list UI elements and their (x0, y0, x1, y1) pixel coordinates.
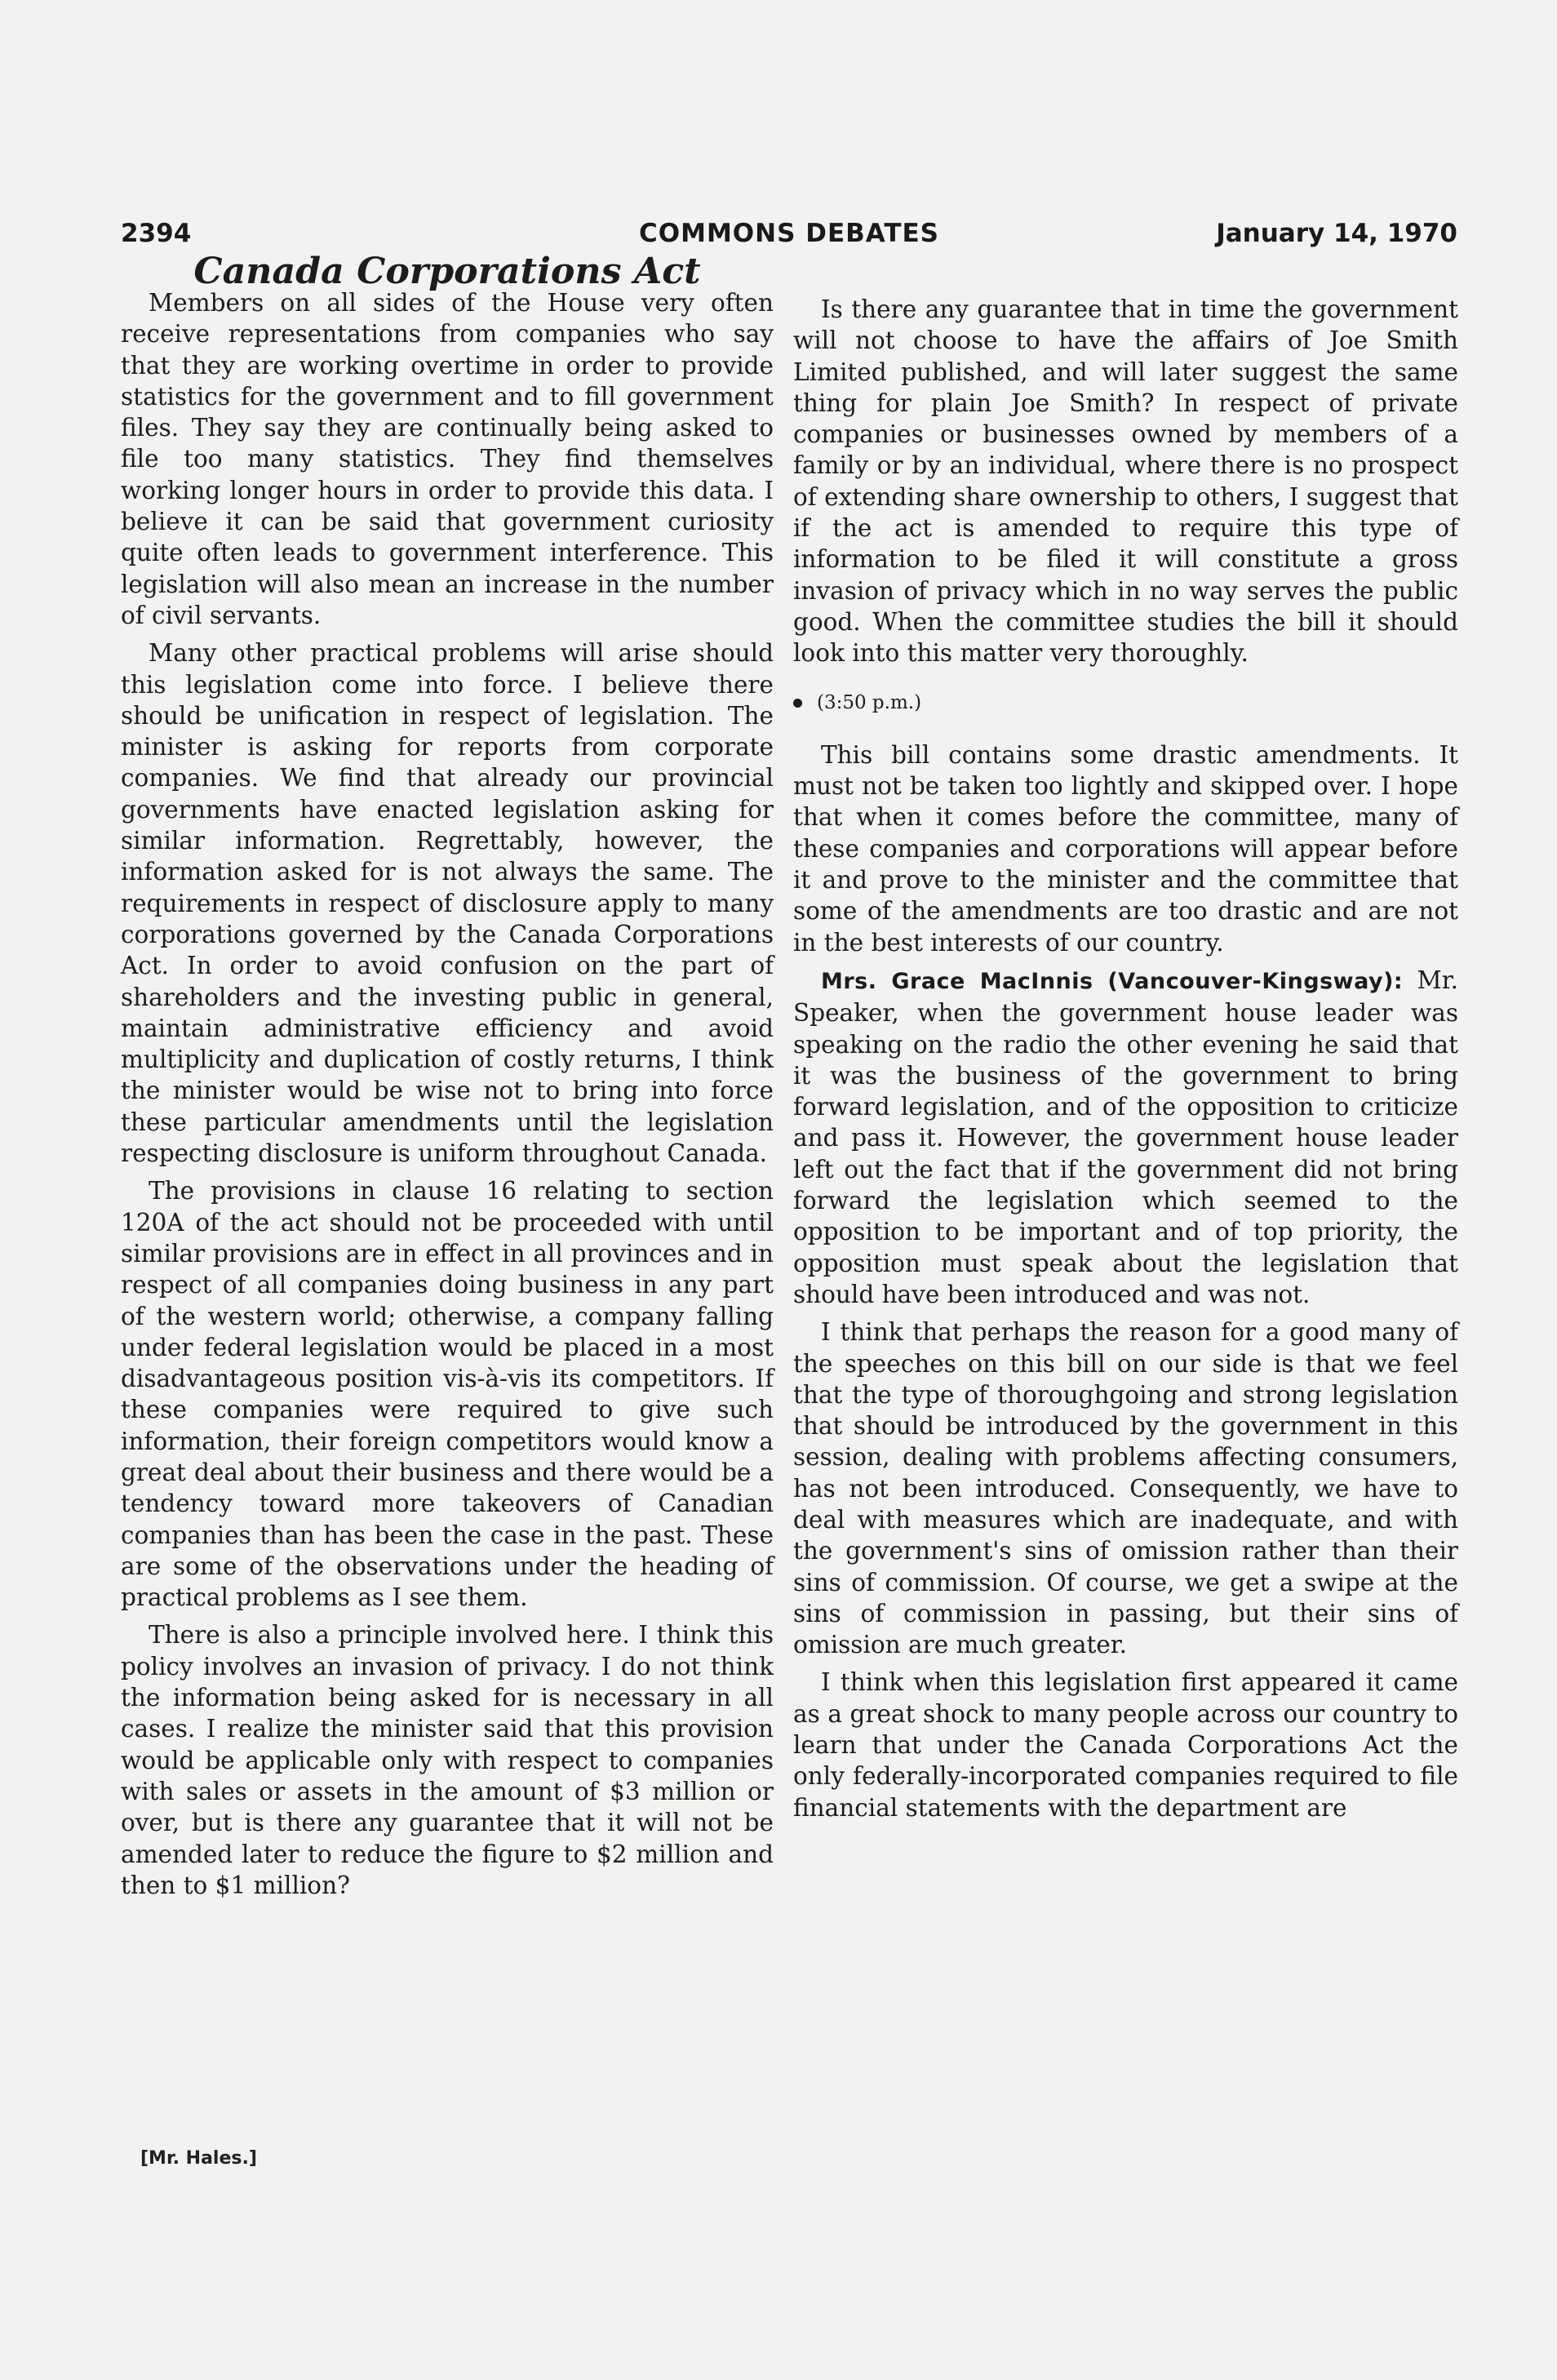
paragraph: The provisions in clause 16 relating to section 120A of the act should not be proceeded with until similar provisions are in effect in all provinces and in respect of all companies doing business in any part of the western world; otherwise, a company falling under federal legislation would be placed in a most disadvantageous position vis-à-vis its competitors. If these companies were required to give such information, their foreign competitors would know a great deal about their business and there would be a tendency toward more takeovers of Canadian companies than has been the case in the past. These are some of the observations under the heading of practical problems as I see them. (121, 1177, 774, 1612)
speaker-name: Mrs. Grace MacInnis (Vancouver-Kingsway): (821, 968, 1404, 994)
speaker-footer-tag: [Mr. Hales.] (140, 2148, 257, 2169)
right-column (793, 294, 1458, 1830)
page-number: 2394 (121, 219, 192, 248)
speech-text: Mr. Speaker, when the government house leader was speaking on the radio the other evening he said that it was the business of the government to bring forward legislation, and of the opposition to criticize and pass it. However, the government house leader left out the fact that if the government did not bring forward the legislation which seemed to the opposition to be important and of top priority, the opposition must speak about the legislation that should have been introduced and was not. (793, 966, 1458, 1308)
issue-date: January 14, 1970 (1216, 219, 1457, 248)
bullet-icon (793, 699, 802, 708)
paragraph: This bill contains some drastic amendments. It must not be taken too lightly and skipped over. I hope that when it comes before the committee, many of these companies and corporations will appear before it and prove to the minister and the committee that some of the amendments are too drastic and are not in the best interests of our country. (793, 740, 1458, 957)
paragraph: Members on all sides of the House very often receive representations from companies who say that they are working overtime in order to provide statistics for the government and to fill government files. They say they are continually being asked to file too many statistics. They find themselves working longer hours in order to provide this data. I believe it can be said that government curiosity quite often leads to government interference. This legislation will also mean an increase in the number of civil servants. (121, 289, 774, 629)
paragraph: Is there any guarantee that in time the government will not choose to have the affairs of Joe Smith Limited published, and will later suggest the same thing for plain Joe Smith? In respect of private companies or businesses owned by members of a family or by an individual, where there is no prospect of extending share ownership to others, I suggest that if the act is amended to require this type of information to be filed it will constitute a gross invasion of privacy which in no way serves the public good. When the committee studies the bill it should look into this matter very thoroughly. (793, 295, 1458, 668)
paragraph: I think that perhaps the reason for a good many of the speeches on this bill on our side is that we feel that the type of thoroughgoing and strong legislation that should be introduced by the government in this session, dealing with problems affecting consumers, has not been introduced. Consequently, we have to deal with measures which are inadequate, and with the government's sins of omission rather than their sins of commission. Of course, we get a swipe at the sins of commission in passing, but their sins of omission are much greater. (793, 1318, 1458, 1659)
section-title: Canada Corporations Act (193, 250, 701, 292)
paragraph: I think when this legislation first appeared it came as a great shock to many people across our country to learn that under the Canada Corporations Act the only federally-incorporated companies required to file financial statements with the department are (793, 1668, 1458, 1822)
paragraph: Many other practical problems will arise should this legislation come into force. I believe there should be unification in respect of legislation. The minister is asking for reports from corporate companies. We find that already our provincial governments have enacted legislation asking for similar information. Regrettably, however, the information asked for is not always the same. The requirements in respect of disclosure apply to many corporations governed by the Canada Corporations Act. In order to avoid confusion on the part of shareholders and the investing public in general, maintain administrative efficiency and avoid multiplicity and duplication of costly returns, I think the minister would be wise not to bring into force these particular amendments until the legislation respecting disclosure is uniform throughout Canada. (121, 639, 774, 1168)
time-stamp (793, 687, 1458, 718)
paragraph: There is also a principle involved here. I think this policy involves an invasion of privacy. I do not think the information being asked for is necessary in all cases. I realize the minister said that this provision would be applicable only with respect to companies with sales or assets in the amount of $3 million or over, but is there any guarantee that it will not be amended later to reduce the figure to $2 million and then to $1 million? (121, 1621, 774, 1899)
left-column (121, 250, 774, 1907)
publication-title: COMMONS DEBATES (639, 219, 939, 248)
speech-paragraph (793, 965, 1458, 1310)
time-stamp-text: (3:50 p.m.) (817, 691, 922, 713)
